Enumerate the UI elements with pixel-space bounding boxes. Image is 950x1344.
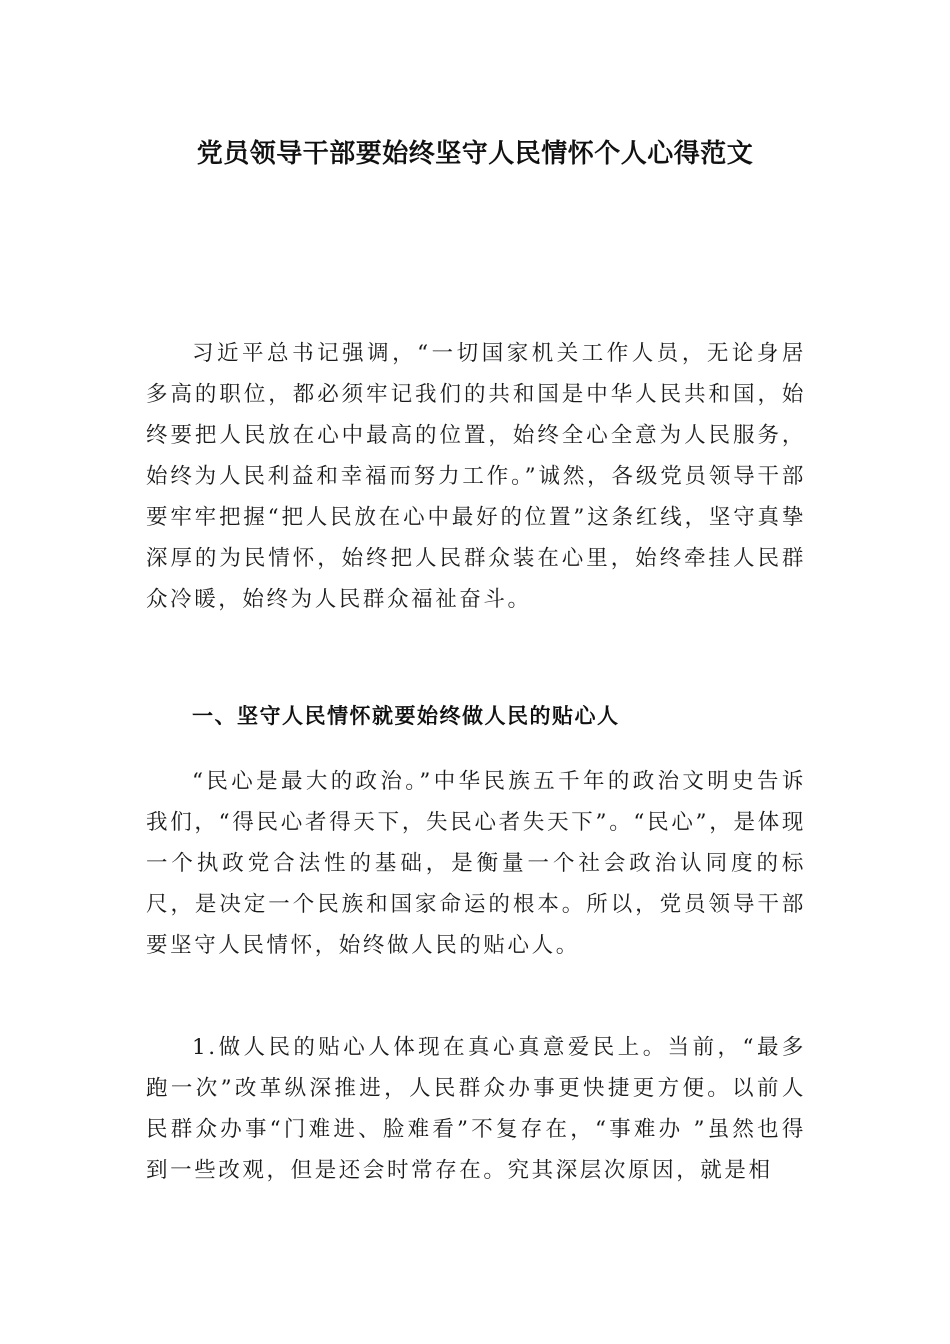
- section-heading: 一、坚守人民情怀就要始终做人民的贴心人: [192, 704, 620, 728]
- paragraph-body: 1.做人民的贴心人体现在真心真意爱民上。当前，“最多跑一次”改革纵深推进，人民群众办事更快捷更方便。以前人民群众办事“门难进、脸难看”不复存在，“事难办 ”虽然也得到一些改观，但是还会时常存在。究其深层次原因，就是相: [146, 1035, 806, 1183]
- document-title: 党员领导干部要始终坚守人民情怀个人心得范文: [196, 139, 754, 169]
- paragraph-intro: 习近平总书记强调，“一切国家机关工作人员，无论身居多高的职位，都必须牢记我们的共和国是中华人民共和国，始终要把人民放在心中最高的位置，始终全心全意为人民服务，始终为人民利益和幸福而努力工作。”诚然，各级党员领导干部要牢牢把握“把人民放在心中最好的位置”这条红线，坚守真挚深厚的为民情怀，始终把人民群众装在心里，始终牵挂人民群众冷暖，始终为人民群众福祉奋斗。: [146, 341, 806, 612]
- paragraph-body: “民心是最大的政治。”中华民族五千年的政治文明史告诉我们，“得民心者得天下，失民心者失天下”。“民心”，是体现一个执政党合法性的基础，是衡量一个社会政治认同度的标尺，是决定一个民族和国家命运的根本。所以，党员领导干部要坚守人民情怀，始终做人民的贴心人。: [146, 769, 806, 958]
